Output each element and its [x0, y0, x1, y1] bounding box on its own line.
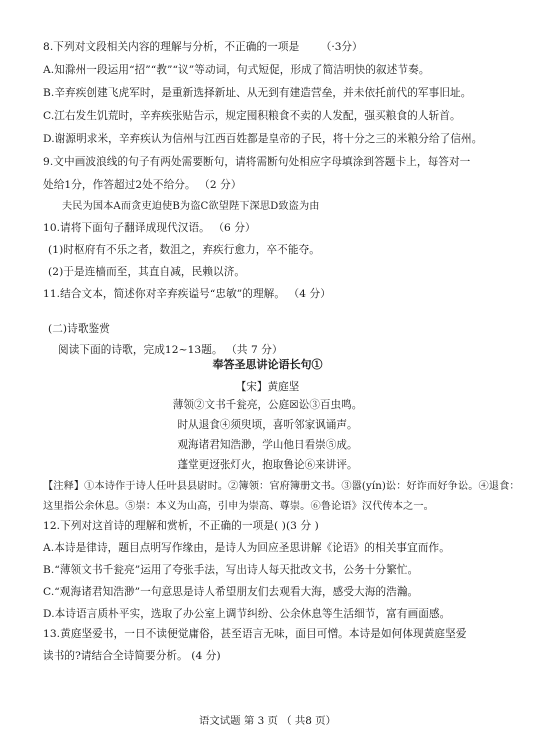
poem-line-3: 观海诸君知浩渺，学山他日看崇⑤成。 — [177, 439, 358, 451]
section-heading: (二)诗歌鉴赏 — [48, 323, 110, 335]
q10-item-2: (2)于是连樯而至，其直自减，民赖以济。 — [48, 266, 246, 278]
q13-line2: 读书的?请结合全诗简要分析。 (4 分) — [43, 650, 221, 662]
poem-line-4: 蓬堂更迓张灯火，抱取鲁论⑥来讲评。 — [177, 459, 358, 471]
q12-stem: 12.下列对这首诗的理解和赏析，不正确的一项是( )(3 分 ) — [43, 520, 319, 532]
q12-option-d: D.本诗语言质朴平实，选取了办公室上调节纠纷、公余休息等生活细节，富有画面感。 — [43, 608, 451, 620]
q12-option-b: B.“薄领文书千瓮亮”运用了夸张手法，写出诗人每天批改文书，公务十分繁忙。 — [43, 564, 419, 576]
q10-item-1: (1)时枢府有不乐之者，数沮之，弃疾行愈力，卒不能夺。 — [48, 244, 320, 256]
poem-author: 【宋】黄庭坚 — [235, 381, 300, 393]
q8-option-c: C.江右发生饥荒时，辛弃疾张贴告示，规定囤积粮食不卖的人发配，强买粮食的人斩首。 — [43, 110, 461, 122]
section-instruction: 阅读下面的诗歌，完成12~13题。 （共 7 分） — [58, 344, 283, 356]
poem-title: 奉答圣思讲论语长句① — [212, 358, 323, 371]
q11-stem: 11.结合文本，简述你对辛弃疾谥号“忠敏”的理解。 （4 分） — [43, 288, 331, 300]
q13-line1: 13.黄庭坚爱书，一日不读便觉庸俗，甚至语言无味，面目可憎。本诗是如何体现黄庭坚爱 — [43, 628, 467, 640]
poem-notes-line2: 这里指公余休息。⑤崇：本义为山高，引申为崇高、尊崇。⑥鲁论语》汉代传本之一。 — [43, 501, 434, 512]
q9-line1: 9.文中画波浪线的句子有两处需要断句，请将需断句处相应字母填涂到答题卡上，每答对一 — [43, 156, 471, 168]
q12-option-c: C.“观海诸君知浩渺”一句意思是诗人希望朋友们去观看大海，感受大海的浩瀚。 — [43, 586, 419, 598]
q8-option-d: D.谢源明求米，辛弃疾认为信州与江西百姓都是皇帝的子民，将十分之三的米粮分给了信州。 — [43, 133, 483, 145]
q8-option-a: A.知滁州一段运用“招”“教”“议”等动词，句式短促，形成了简洁明快的叙述节奏。 — [43, 64, 430, 76]
page-footer: 语文试题 第 3 页 （ 共8 页） — [199, 715, 336, 727]
q8-score: （·3分） — [320, 41, 363, 53]
q12-option-a: A.本诗是律诗，题目点明写作缘由，是诗人为回应圣思讲解《论语》的相关事宜而作。 — [43, 542, 450, 554]
q9-line2: 处给1分，作答超过2处不给分。 （2 分） — [43, 179, 242, 191]
q8-stem-text: 8.下列对文段相关内容的理解与分析，不正确的一项是 — [43, 41, 300, 53]
q9-sentence: 夫民为国本A而贪吏迫使B为盗C欲望陛下深思D致盗为由 — [62, 201, 320, 212]
poem-line-2: 时从退食④须臾顷，喜听邻家讽诵声。 — [177, 419, 358, 431]
poem-notes-line1: 【注释】①本诗作于诗人任叶县县尉时。②簿领：官府簿册文书。③嚣(yín)讼：好诈而好争讼。④退食： — [43, 481, 520, 492]
poem-line-1: 薄领②文书千瓮亮，公庭☒讼③百虫鸣。 — [172, 399, 363, 411]
q10-stem: 10.请将下面句子翻译成现代汉语。 （6 分） — [43, 222, 256, 234]
q8-stem — [43, 40, 363, 54]
q8-option-b: B.辛弃疾创建飞虎军时，是重新选择新址、从无到有建造营垒，并未依托前代的军事旧址。 — [43, 87, 472, 99]
